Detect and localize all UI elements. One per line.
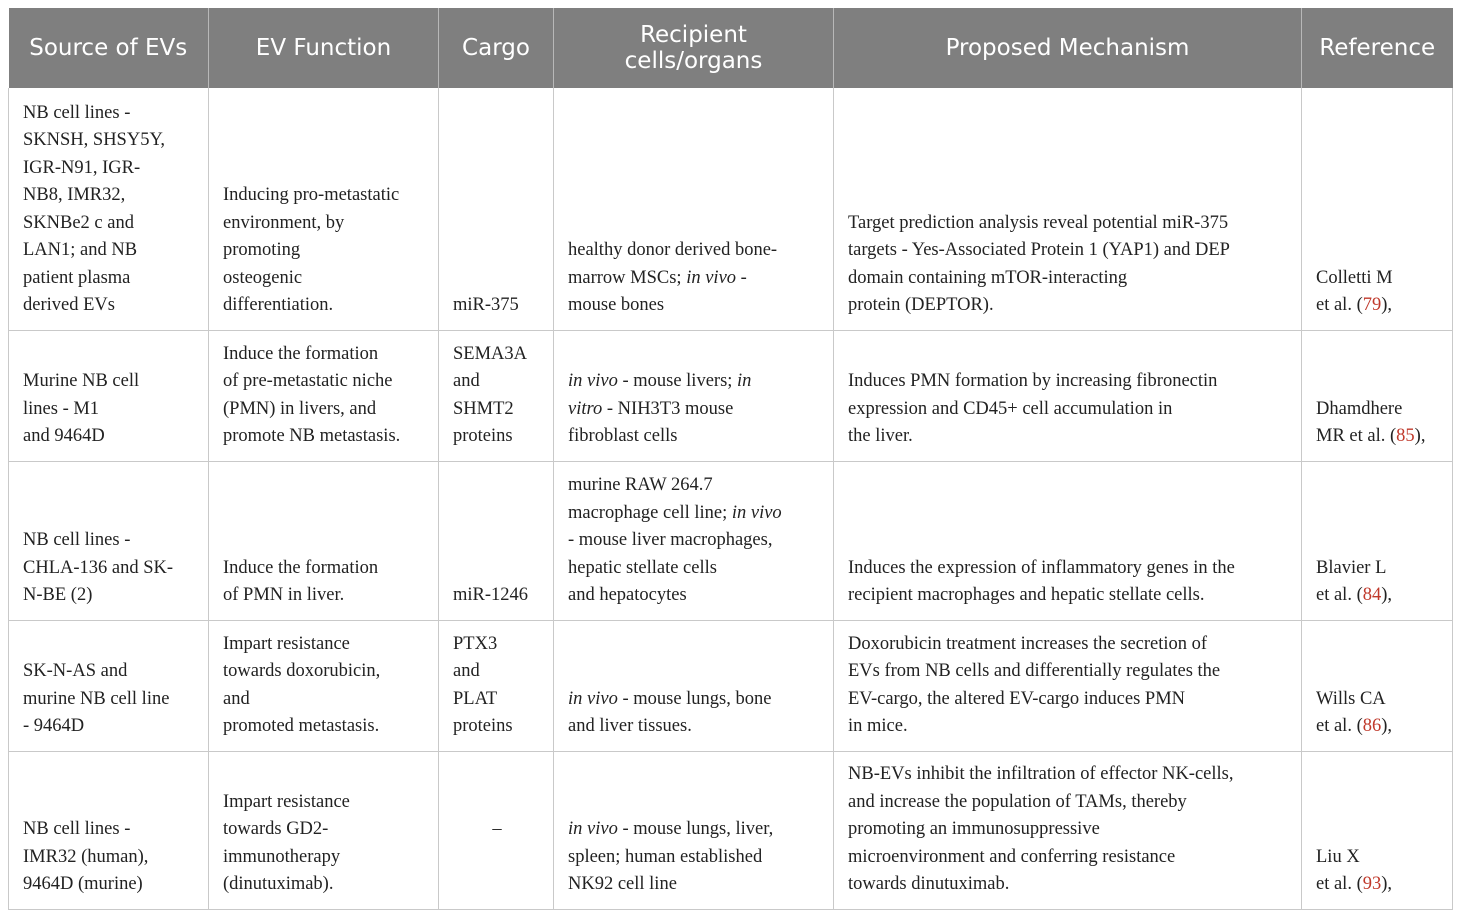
reference-link[interactable]: 93 xyxy=(1362,874,1382,894)
cell-cargo: PTX3 and PLAT proteins xyxy=(439,620,554,751)
cell-cargo: miR-1246 xyxy=(439,461,554,620)
cell-source: Murine NB cell lines - M1 and 9464D xyxy=(9,330,209,461)
cell-function: Induce the formation of pre-metastatic niche (PMN) in livers, and promote NB metastasis. xyxy=(209,330,439,461)
cell-function: Inducing pro-metastatic environment, by promoting osteogenic differentiation. xyxy=(209,88,439,330)
cell-reference: Colletti M et al. (79), xyxy=(1302,88,1453,330)
cell-reference: Blavier L et al. (84), xyxy=(1302,461,1453,620)
cell-reference: Liu X et al. (93), xyxy=(1302,751,1453,909)
cell-mechanism: Target prediction analysis reveal potential miR-375 targets - Yes-Associated Protein 1 (YAP1) and DEP domain containing mTOR-interacting protein (DEPTOR). xyxy=(834,88,1302,330)
header-function: EV Function xyxy=(209,8,439,88)
table-container xyxy=(8,8,1452,910)
cell-mechanism: Induces the expression of inflammatory genes in the recipient macrophages and hepatic stellate cells. xyxy=(834,461,1302,620)
cell-function: Induce the formation of PMN in liver. xyxy=(209,461,439,620)
reference-link[interactable]: 85 xyxy=(1396,426,1415,446)
cell-source: NB cell lines - IMR32 (human), 9464D (murine) xyxy=(9,751,209,909)
cell-cargo: SEMA3A and SHMT2 proteins xyxy=(439,330,554,461)
cell-recipient: in vivo - mouse lungs, liver, spleen; human established NK92 cell line xyxy=(554,751,834,909)
header-recipient: Recipient cells/organs xyxy=(554,8,834,88)
table-row xyxy=(9,88,1453,330)
table-row xyxy=(9,461,1453,620)
cell-mechanism: Induces PMN formation by increasing fibronectin expression and CD45+ cell accumulation in the liver. xyxy=(834,330,1302,461)
cell-recipient: in vivo - mouse livers; in vitro - NIH3T3 mouse fibroblast cells xyxy=(554,330,834,461)
cell-function: Impart resistance towards doxorubicin, and promoted metastasis. xyxy=(209,620,439,751)
cell-source: NB cell lines - CHLA-136 and SK- N-BE (2) xyxy=(9,461,209,620)
table-row xyxy=(9,330,1453,461)
header-reference: Reference xyxy=(1302,8,1453,88)
cell-reference: Dhamdhere MR et al. (85), xyxy=(1302,330,1453,461)
cell-reference: Wills CA et al. (86), xyxy=(1302,620,1453,751)
table-row xyxy=(9,620,1453,751)
header-cargo: Cargo xyxy=(439,8,554,88)
header-mechanism: Proposed Mechanism xyxy=(834,8,1302,88)
cell-function: Impart resistance towards GD2- immunotherapy (dinutuximab). xyxy=(209,751,439,909)
cell-cargo: – xyxy=(439,751,554,909)
reference-link[interactable]: 86 xyxy=(1362,716,1382,736)
header-source: Source of EVs xyxy=(9,8,209,88)
ev-table xyxy=(8,8,1453,910)
cell-source: NB cell lines - SKNSH, SHSY5Y, IGR-N91, IGR- NB8, IMR32, SKNBe2 c and LAN1; and NB patient plasma derived EVs xyxy=(9,88,209,330)
header-row xyxy=(9,8,1453,88)
cell-cargo: miR-375 xyxy=(439,88,554,330)
reference-link[interactable]: 79 xyxy=(1362,295,1382,315)
cell-mechanism: NB-EVs inhibit the infiltration of effector NK-cells, and increase the population of TAMs, thereby promoting an immunosuppressive microenvironment and conferring resistance towards dinutuximab. xyxy=(834,751,1302,909)
cell-recipient: murine RAW 264.7 macrophage cell line; in vivo - mouse liver macrophages, hepatic stellate cells and hepatocytes xyxy=(554,461,834,620)
cell-recipient: healthy donor derived bone- marrow MSCs; in vivo - mouse bones xyxy=(554,88,834,330)
cell-mechanism: Doxorubicin treatment increases the secretion of EVs from NB cells and differentially regulates the EV-cargo, the altered EV-cargo induces PMN in mice. xyxy=(834,620,1302,751)
cell-source: SK-N-AS and murine NB cell line - 9464D xyxy=(9,620,209,751)
cell-recipient: in vivo - mouse lungs, bone and liver tissues. xyxy=(554,620,834,751)
reference-link[interactable]: 84 xyxy=(1362,585,1382,605)
table-row xyxy=(9,751,1453,909)
